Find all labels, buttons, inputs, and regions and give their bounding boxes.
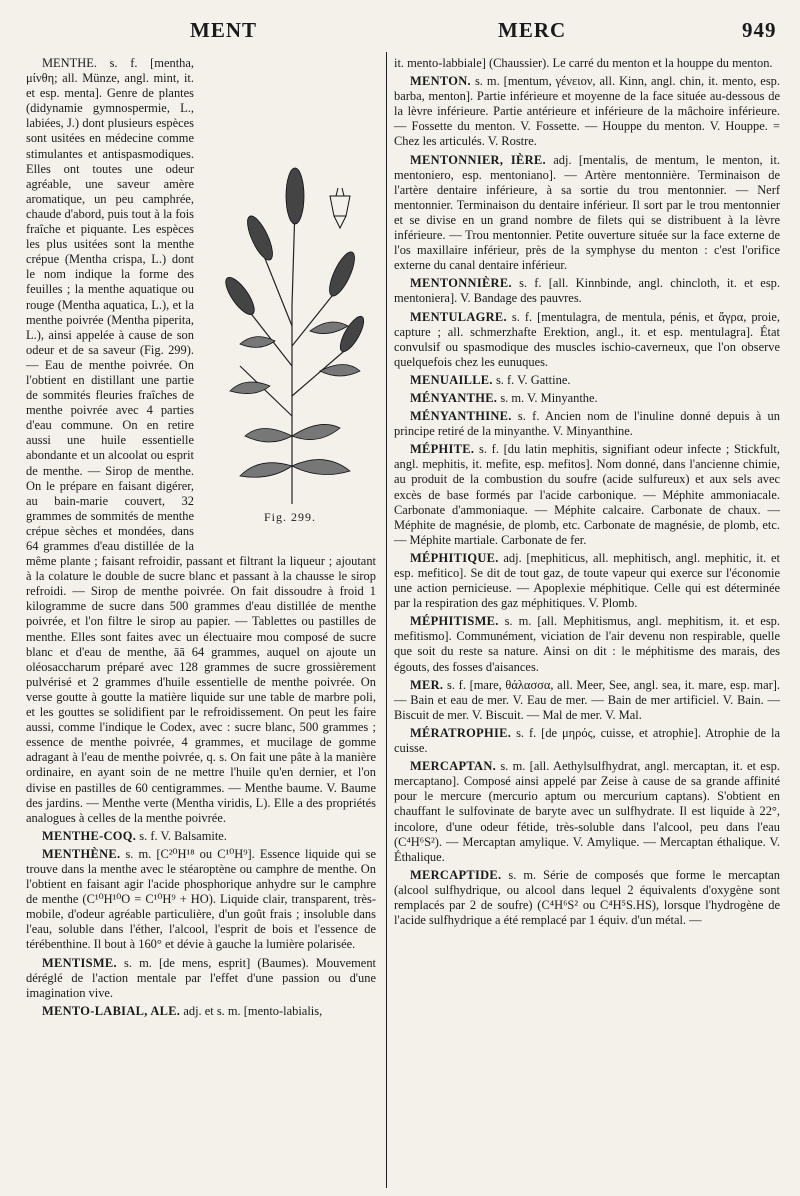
entry-text: s. m. [mentum, γένειον, all. Kinn, angl. chin, it. mento, esp. barba, menton]. Partie inférieure et moyenne de la face située au-dessous de la lèvre inférieure. Partie antérieure et inférieure de la mâchoire inférieure. — Fossette du menton. V. Fossette. — Houppe du menton. V. Houppe. = Chez les articulés. V. Rostre. (394, 74, 780, 149)
entry-text: s. f. [mare, θάλασσα, all. Meer, See, angl. sea, it. mare, esp. mar]. — Bain et eau de mer. V. Eau de mer. — Bain de mer artificiel. V. Bain. — Biscuit de mer. V. Biscuit. — Mal de mer. V. Mal. (394, 677, 780, 722)
entry-mercaptan (394, 759, 780, 865)
entry-mentonniere (394, 276, 780, 306)
entry-menyanthe (394, 391, 780, 406)
headword: MÉNYANTHE. (410, 390, 498, 405)
headword: MÉPHITISME. (410, 614, 499, 629)
headword: MERCAPTAN. (410, 759, 497, 774)
headword: MERCAPTIDE. (410, 867, 502, 882)
entry-mercaptide (394, 868, 780, 928)
entry-text: s. m. [all. Aethylsulfhydrat, angl. mercaptan, it. et esp. mercaptano]. Composé ainsi appelé par Zeise à cause de sa grande affinité pour le mercure (mercurio aptum ou mercurium captans). S'obtient en chauffant le sulfovinate de baryte avec un sulfhydrate. Il est liquide à 22°, incolore, d'une odeur fétide, très-soluble dans l'alcool, peu dans l'eau (C⁴H⁶S²). — Mercaptan amylique. V. Amylique. — Mercaptan éthalique. V. Éthalique. (394, 759, 780, 864)
headword: MENTHE-COQ. (42, 828, 137, 843)
figure-299 (200, 166, 380, 538)
entry-menthene (26, 847, 376, 953)
entry-menton (394, 74, 780, 149)
entry-menuaille (394, 373, 780, 388)
entry-mento-labial (26, 1004, 376, 1019)
headword: MENTONNIÈRE. (410, 276, 512, 291)
headword: MENUAILLE. (410, 372, 493, 387)
entry-mentulagre (394, 310, 780, 370)
entry-text: s. f. [de μηρός, cuisse, et atrophie]. Atrophie de la cuisse. (394, 725, 780, 756)
entry-text: adj. [mephiticus, all. mephitisch, angl. mephitic, it. et esp. mefitico]. Se dit de tout gaz, de toute vapeur qui exerce sur l'économie une action pernicieuse. — Apoplexie méphitique. Celle qui est déterminée par la respiration des gaz méphitiques. V. Plomb. (394, 550, 780, 611)
entry-continuation: it. mento-labbiale] (Chaussier). Le carré du menton et la houppe du menton. (394, 56, 773, 70)
entry-mentisme (26, 956, 376, 1001)
entry-text: s. m. Série de composés que forme le mercaptan (alcool sulfhydrique, ou alcool dans lequel 2 équivalents d'oxygène sont remplacés par 2 de soufre) (C⁴H⁶S² ou C⁴H⁵S.HS), lorsque l'hydrogène de l'acide sulfhydrique a été remplacé par 1 équiv. d'un métal. — (394, 867, 780, 928)
entry-menyanthine (394, 409, 780, 439)
headword: MENTO-LABIAL, ALE. (42, 1003, 181, 1018)
headword: MÉRATROPHIE. (410, 725, 512, 740)
entry-mer (394, 678, 780, 723)
headword: MENTULAGRE. (410, 309, 507, 324)
entry-text: s. f. V. Balsamite. (136, 828, 227, 843)
headword: MENTHÈNE. (42, 846, 121, 861)
headword: MÉPHITIQUE. (410, 550, 499, 565)
entry-text: s. m. V. Minyanthe. (497, 390, 598, 405)
figure-caption: Fig. 299. (263, 510, 316, 524)
entry-text: s. f. Ancien nom de l'inuline donné depuis à un principe retiré de la minyanthe. V. Minyanthine. (394, 409, 780, 439)
entry-mephitique (394, 551, 780, 611)
page-number: 949 (742, 18, 777, 42)
entry-text: s. f. [mentulagra, de mentula, pénis, et ἄγρα, proie, capture ; all. schmerzhafte Erektion, angl., it. et esp. mentulagra]. État convulsif ou spasmodique des muscles ischio-caverneux, que l'on observe quelquefois chez les eunuques. (394, 309, 780, 369)
headword: MÉPHITE. (410, 442, 475, 457)
right-column (394, 56, 780, 931)
entry-mentonnier (394, 153, 780, 274)
entry-text: s. f. [du latin mephitis, signifiant odeur infecte ; Stickfult, angl. mephitis, it. mefite, esp. mefitos]. Nom donné, dans l'ancienne chimie, au produit de la combustion du soufre (acide sulfureux) et aux sels avec excès de base formés par l'acide carbonique. — Méphite ammoniacale. Carbonate d'ammoniaque. — Méphite calcaire. Carbonate de chaux. — Méphite de magnésie, de plomb, etc. Carbonate de magnésie, de plomb, etc. — Méphite martiale. Carbonate de fer. (394, 442, 780, 547)
entry-menthe-coq (26, 829, 376, 844)
entry-text: s. m. [all. Mephitismus, angl. mephitism, it. et esp. mefitismo]. Communément, viciation de l'air devenu non respirable, quelle que soit du reste sa nature. Ainsi on dit : le méphitisme des marais, des égouts, des fosses d'aisances. (394, 614, 780, 674)
headword: MENTON. (410, 74, 471, 89)
entry-mephite (394, 442, 780, 548)
headword: MENTISME. (42, 955, 117, 970)
entry-text: s. m. [de mens, esprit] (Baumes). Mouvement déréglé de l'action mentale par l'effet d'une passion ou d'une imagination vive. (26, 955, 376, 1000)
entry-meratrophie (394, 726, 780, 756)
left-column (26, 56, 376, 1022)
entry-text: adj. et s. m. [mento-labialis, (180, 1003, 323, 1018)
entry-text: adj. [mentalis, de mentum, le menton, it. mentoniero, esp. mentoniano]. — Artère mentonnière. Terminaison de l'artère dentaire inférieure, à sa sortie du trou mentonnier. — Nerf mentonnier. Terminaison du dentaire inférieur. Il sort par le trou mentonnier et se divise en un grand nombre de filets qui se distribuent à la lèvre inférieure. — Trou mentonnier. Petite ouverture située sur la face externe de l'os maxillaire inférieur, près de la symphyse du menton : c'est l'orifice externe du canal dentaire inférieur. (394, 152, 781, 273)
headword: MÉNYANTHINE. (410, 409, 512, 424)
entry-text: s. m. [C²⁰H¹⁸ ou C¹⁰H⁹]. Essence liquide qui se trouve dans la menthe avec le stéaroptène ou camphre de menthe. On l'obtient en faisant agir l'acide phosphorique anhydre sur le camphre de menthe (C¹⁰H¹⁰O = C¹⁰H⁹ + HO). Liquide clair, transparent, très-mobile, d'odeur agréable particulière, d'un goût frais ; insoluble dans l'eau, soluble dans l'éther, l'alcool, l'esprit de bois et l'essence de térébenthine. Il bout à 160° et dévie à gauche la lumière polarisée. (26, 846, 376, 952)
running-head-right: MERC (498, 18, 567, 42)
headword: MER. (410, 677, 444, 692)
entry-text: s. f. [all. Kinnbinde, angl. chincloth, it. et esp. mentoniera]. V. Bandage des pauvres. (394, 276, 780, 306)
headword: MENTONNIER, IÈRE. (410, 152, 546, 167)
entry-text: s. f. V. Gattine. (492, 372, 571, 387)
column-divider (386, 52, 387, 1188)
mint-plant-illustration-icon (200, 166, 380, 506)
running-head-left: MENT (190, 18, 257, 42)
entry-mephitisme (394, 614, 780, 674)
entry-menthe: MENTHE. s. f. [mentha, μίνθη; all. Münze, angl. mint, it. et esp. menta]. Genre de plantes (didynamie gymnospermie, L., labiées, J.) dont plusieurs espèces sont usitées en médecine comme stimulantes et antispasmodiques. Elles ont toutes une odeur agréable, une saveur amère aromatique, un peu camphrée, chaude d'abord, puis tout à la fois fraîche et piquante. Les espèces les plus usitées sont la menthe crépue (Mentha crispa, L.) dont le nom indique la forme des feuilles ; la menthe aquatique ou rouge (Mentha aquatica, L.), et la menthe poivrée (Mentha piperita, L.), ainsi appelée à cause de son odeur et de sa saveur (Fig. 299). — Eau de menthe poivrée. On l'obtient en distillant une partie de sommités fleuries fraîches de menthe poivrée avec 4 parties d'eau commune. On en retire aussi une huile essentielle abondante et un alcoolat ou esprit de menthe. — Sirop de menthe. On le prépare en faisant digérer, au bain-marie couvert, 32 grammes de sommités de menthe crépue sèches et mondées, dans 64 grammes d'eau distillée de la même plante ; faisant refroidir, passant et filtrant la liqueur ; ajoutant à la colature le double de sucre blanc et passant à la chausse le sirop refroidi. — Sirop de menthe poivrée. On fait dissoudre à froid 1 kilogramme de sucre dans 500 grammes d'eau distillée de menthe poivrée, et l'on filtre le sirop au papier. — Tablettes ou pastilles de menthe. Elles sont faites avec un électuaire mou composé de sucre blanc et d'eau de menthe, āā 64 grammes, auquel on ajoute un oléosaccharum préparé avec 128 grammes de sucre grossièrement pulvérisé et 2 grammes d'huile essentielle de menthe poivrée. On verse goutte à goutte la matière liquide sur une table de marbre poli, et les gouttes se solidifient par le refroidissement. On peut les faire aussi, comme l'indique le Codex, avec : sucre blanc, 500 grammes ; essence de menthe poivrée, 4 grammes, et mucilage de gomme adragant à l'eau de menthe poivrée, q. s. On fait une pâte à la manière ordinaire, en ayant soin de ne mettre l'huile qu'en dernier, et l'on divise en pastilles de 60 centigrammes. — Menthe baume. V. Baume des jardins. — Menthe verte (Mentha viridis, L). Elle a des propriétés analogues à celles de la menthe poivrée. (26, 56, 376, 825)
